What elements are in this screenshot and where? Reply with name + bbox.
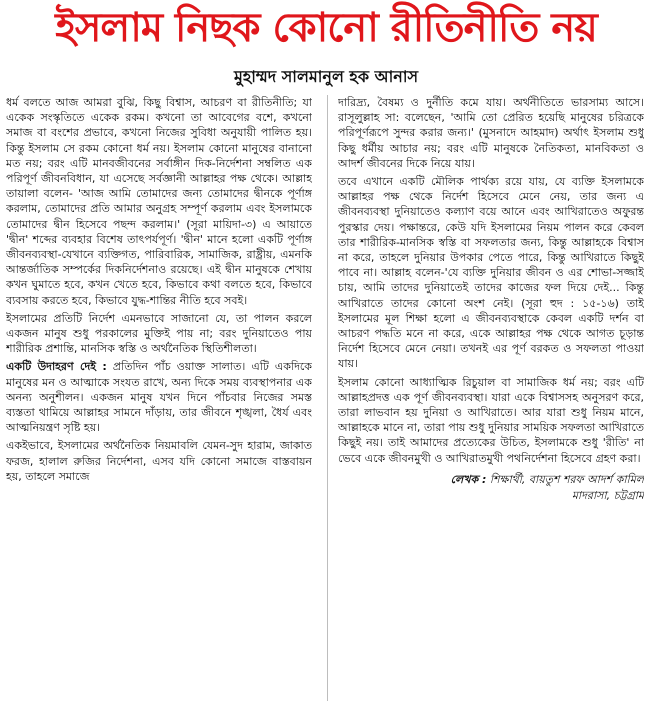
example-lead: একটি উদাহরণ দেই : [6,360,107,374]
right-column [338,95,644,701]
paragraph: ইসলামের প্রতিটি নির্দেশ এমনভাবে সাজানো যে, তা পালন করলে একজন মানুষ শুধু পরকালের মুক্তিই পায় না; বরং দুনিয়াতেও পায় শারীরিক প্রশান্তি, মানসিক স্বস্তি ও অর্থনৈতিক স্থিতিশীলতা। [6,311,312,356]
column-divider [327,95,328,701]
signature-label: লেখক : [450,472,487,486]
headline: ইসলাম নিছক কোনো রীতিনীতি নয় [55,5,597,51]
example-text: প্রতিদিন পাঁচ ওয়াক্ত সালাত। এটি একদিকে মানুষের মন ও আত্মাকে সংযত রাখে, অন্য দিকে সময় ব্যবস্থাপনার এক অনন্য অনুশীলন। একজন মানুষ যখন দিনে পাঁচবার নিজের সমস্ত ব্যস্ততা থামিয়ে আল্লাহর সামনে দাঁড়ায়, তার জীবনে শৃঙ্খলা, ধৈর্য এবং আত্মনিয়ন্ত্রণ সৃষ্টি হয়। [6,360,312,435]
author-signature [338,472,644,504]
left-column [6,95,312,701]
paragraph: তবে এখানে একটি মৌলিক পার্থক্য রয়ে যায়, যে ব্যক্তি ইসলামকে আল্লাহর পক্ষ থেকে নির্দেশ হিসেবে মেনে নেয়, তার জন্য এ জীবনব্যবস্থা দুনিয়াতেও কল্যাণ বয়ে আনে এবং আখিরাতেও অফুরন্ত পুরস্কার দেয়। পক্ষান্তরে, কেউ যদি ইসলামের নিয়ম পালন করে কেবল তার শারীরিক-মানসিক স্বস্তি বা সফলতার জন্য, কিন্তু আল্লাহকে বিশ্বাস না করে, তাহলে দুনিয়ার উপকার পেতে পারে, কিন্তু আখিরাতে কিছুই পাবে না। আল্লাহ বলেন-'যে ব্যক্তি দুনিয়ার জীবন ও এর শোভা-সজ্জাই চায়, আমি তাদের দুনিয়াতেই তাদের কাজের ফল দিয়ে দেই... কিন্তু আখিরাতে তাদের কোনো অংশ নেই। (সূরা হুদ : ১৫-১৬) তাই ইসলামের মূল শিক্ষা হলো এ জীবনব্যবস্থাকে কেবল একটি দর্শন বা আচরণ পদ্ধতি মনে না করে, একে আল্লাহর পক্ষ থেকে আগত চূড়ান্ত নির্দেশ হিসেবে মেনে নেয়া। তখনই এর পূর্ণ বরকত ও সফলতা পাওয়া যায়। [338,175,644,371]
signature-line2: মাদরাসা, চট্টগ্রাম [571,488,644,502]
paragraph: দারিদ্র্য, বৈষম্য ও দুর্নীতি কমে যায়। অর্থনীতিতে ভারসাম্য আসে। রাসূলুল্লাহ সা: বলেছেন, 'আমি তো প্রেরিত হয়েছি মানুষের চরিত্রকে পরিপূর্ণরূপে সুন্দর করার জন্য।' (মুসনাদে আহমাদ) অর্থাৎ ইসলাম শুধু কিছু ধর্মীয় আচার নয়; বরং এটি মানুষকে নৈতিকতা, মানবিকতা ও আদর্শ জীবনের দিকে নিয়ে যায়। [338,96,644,170]
paragraph: ধর্ম বলতে আজ আমরা বুঝি, কিছু বিশ্বাস, আচরণ বা রীতিনীতি; যা একেক সংস্কৃতিতে একেক রকম। কখনো তা আবেগের বশে, কখনো সমাজ বা বংশের প্রভাবে, কখনো নিজের সুবিধা অনুযায়ী পালিত হয়। কিন্তু ইসলাম সে রকম কোনো ধর্ম নয়। ইসলাম কোনো মানুষের বানানো মত নয়; বরং এটি মানবজীবনের সর্বাঙ্গীন দিক-নির্দেশনা সম্বলিত এক পরিপূর্ণ জীবনবিধান, যা এসেছে সর্বজ্ঞানী আল্লাহর পক্ষ থেকে। আল্লাহ তায়ালা বলেন- 'আজ আমি তোমাদের জন্য তোমাদের দ্বীনকে পূর্ণাঙ্গ করলাম, তোমাদের প্রতি আমার অনুগ্রহ সম্পূর্ণ করলাম এবং ইসলামকে তোমাদের দ্বীন হিসেবে পছন্দ করলাম।' (সূরা মায়িদা-৩) এ আয়াতে 'দ্বীন' শব্দের ব্যবহার বিশেষ তাৎপর্যপূর্ণ। 'দ্বীন' মানে হলো একটি পূর্ণাঙ্গ জীবনব্যবস্থা-যেখানে ব্যক্তিগত, পারিবারিক, সামাজিক, রাষ্ট্রীয়, এমনকি আন্তর্জাতিক সম্পর্কের দিকনির্দেশনাও রয়েছে। এই দ্বীন মানুষকে শেখায় কখন ঘুমাতে হবে, কখন খেতে হবে, কিভাবে কথা বলতে হবে, কিভাবে ব্যবসায় করতে হবে, কিভাবে যুদ্ধ-শান্তির নীতি হবে সবই। [6,96,312,307]
paragraph [6,359,312,435]
paragraph: একইভাবে, ইসলামের অর্থনৈতিক নিয়মাবলি যেমন-সুদ হারাম, জাকাত ফরজ, হালাল রুজির নির্দেশনা, এসব যদি কোনো সমাজে বাস্তবায়ন হয়, তাহলে সমাজে [6,439,312,483]
author-byline: মুহাম্মদ সালমানুল হক আনাস [233,67,419,86]
paragraph: ইসলাম কোনো আধ্যাত্মিক রিচুয়াল বা সামাজিক ধর্ম নয়; বরং এটি আল্লাহপ্রদত্ত এক পূর্ণ জীবনব্যবস্থা। যারা একে বিশ্বাসসহ অনুসরণ করে, তারা লাভবান হয় দুনিয়া ও আখিরাতে। আর যারা শুধু নিয়ম মানে, আল্লাহকে মানে না, তারা পায় শুধু দুনিয়ার সাময়িক সফলতা আখিরাতে কিছুই নয়। তাই আমাদের প্রত্যেকের উচিত, ইসলামকে শুধু 'রীতি' না ভেবে একে জীবনমুখী ও আখিরাতমুখী পথনির্দেশনা হিসেবে গ্রহণ করা। [338,375,644,465]
signature-line1: শিক্ষার্থী, বায়তুশ শরফ আদর্শ কামিল [489,472,644,486]
